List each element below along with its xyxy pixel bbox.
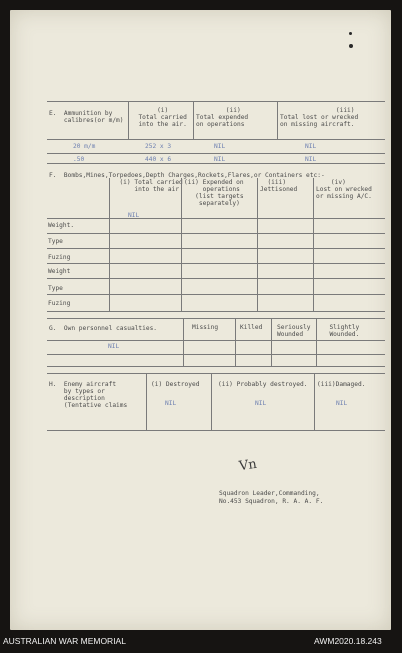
rule — [146, 373, 147, 430]
punch-hole-mark — [349, 32, 352, 35]
rule — [47, 233, 385, 234]
rule — [271, 318, 272, 366]
section-g-value: NIL — [108, 343, 120, 350]
rule — [47, 430, 385, 431]
rule — [47, 311, 385, 312]
rule — [47, 263, 385, 264]
rule — [193, 101, 194, 139]
section-f-row-label: Weight — [48, 268, 71, 275]
section-f-carried-value: NIL — [128, 212, 140, 219]
signature-line-1: Squadron Leader,Commanding, — [219, 490, 320, 497]
rule — [109, 178, 110, 311]
section-f-row-label: Weight. — [48, 222, 75, 229]
section-g-col-killed: Killed — [240, 324, 263, 331]
ammo-row-carried: 252 x 3 — [145, 143, 172, 150]
rule — [183, 318, 184, 366]
section-f-heading: F. Bombs,Mines,Torpedoes,Depth Charges,Rockets,Flares,or Containers etc:- — [49, 172, 325, 179]
section-h-value-destroyed: NIL — [165, 400, 177, 407]
rule — [47, 318, 385, 319]
rule — [47, 373, 385, 374]
rule — [47, 278, 385, 279]
rule — [314, 373, 315, 430]
rule — [47, 248, 385, 249]
section-f-row-label: Fuzing — [48, 300, 71, 307]
document-page — [10, 10, 391, 630]
section-e-col-carried: (i) Total carried into the air. — [138, 107, 187, 128]
section-e-col-lost: (iii) Total lost or wrecked on missing aircraft. — [280, 107, 359, 128]
rule — [313, 178, 314, 311]
punch-hole-mark — [349, 44, 353, 48]
section-e-label: E. Ammunition by calibres(or m/m) — [49, 110, 124, 124]
ammo-row-expended: NIL — [214, 143, 226, 150]
rule — [257, 178, 258, 311]
ammo-row-lost: NIL — [305, 143, 317, 150]
rule — [47, 139, 385, 140]
handwritten-initials: Vn — [238, 456, 258, 475]
ammo-row-calibre: .50 — [73, 156, 85, 163]
rule — [211, 373, 212, 430]
section-f-col-expended: (ii) Expended on operations (list targets separately) — [184, 179, 244, 207]
rule — [235, 318, 236, 366]
ammo-row-calibre: 20 m/m — [73, 143, 96, 150]
rule — [47, 163, 385, 164]
section-h-value-probably: NIL — [255, 400, 267, 407]
section-f-col-carried: (i) Total carried into the air — [119, 179, 183, 193]
section-g-col-slightly: Slightly Wounded. — [329, 324, 360, 338]
footer-source-label: AUSTRALIAN WAR MEMORIAL — [3, 636, 126, 646]
section-g-col-seriously: Seriously Wounded — [277, 324, 311, 338]
ammo-row-expended: NIL — [214, 156, 226, 163]
rule — [47, 366, 385, 367]
rule — [128, 101, 129, 139]
section-f-col-jettisoned: (iii) Jettisoned — [260, 179, 298, 193]
section-h-col-probably: (ii) Probably destroyed. — [218, 381, 308, 388]
section-g-label: G. Own personnel casualties. — [49, 325, 158, 332]
rule — [47, 153, 385, 154]
rule — [47, 340, 385, 341]
signature-line-2: No.453 Squadron, R. A. A. F. — [219, 498, 324, 505]
footer-accession-id: AWM2020.18.243 — [314, 636, 382, 646]
rule — [47, 354, 385, 355]
section-f-row-label: Type — [48, 238, 63, 245]
rule — [181, 178, 182, 311]
section-f-col-lost: (iv) Lost on wrecked or missing A/C. — [316, 179, 372, 200]
section-g-col-missing: Missing — [192, 324, 219, 331]
ammo-row-lost: NIL — [305, 156, 317, 163]
rule — [277, 101, 278, 139]
rule — [47, 294, 385, 295]
section-h-col-damaged: (iii)Damaged. — [317, 381, 366, 388]
section-f-row-label: Type — [48, 285, 63, 292]
section-h-value-damaged: NIL — [336, 400, 348, 407]
rule — [316, 318, 317, 366]
section-f-row-label: Fuzing — [48, 254, 71, 261]
section-e-col-expended: (ii) Total expended on operations — [196, 107, 249, 128]
section-h-label: H. Enemy aircraft by types or description (Tentative claims — [49, 381, 128, 409]
rule — [47, 101, 385, 102]
ammo-row-carried: 440 x 6 — [145, 156, 172, 163]
rule — [47, 218, 385, 219]
section-h-col-destroyed: (i) Destroyed — [151, 381, 200, 388]
